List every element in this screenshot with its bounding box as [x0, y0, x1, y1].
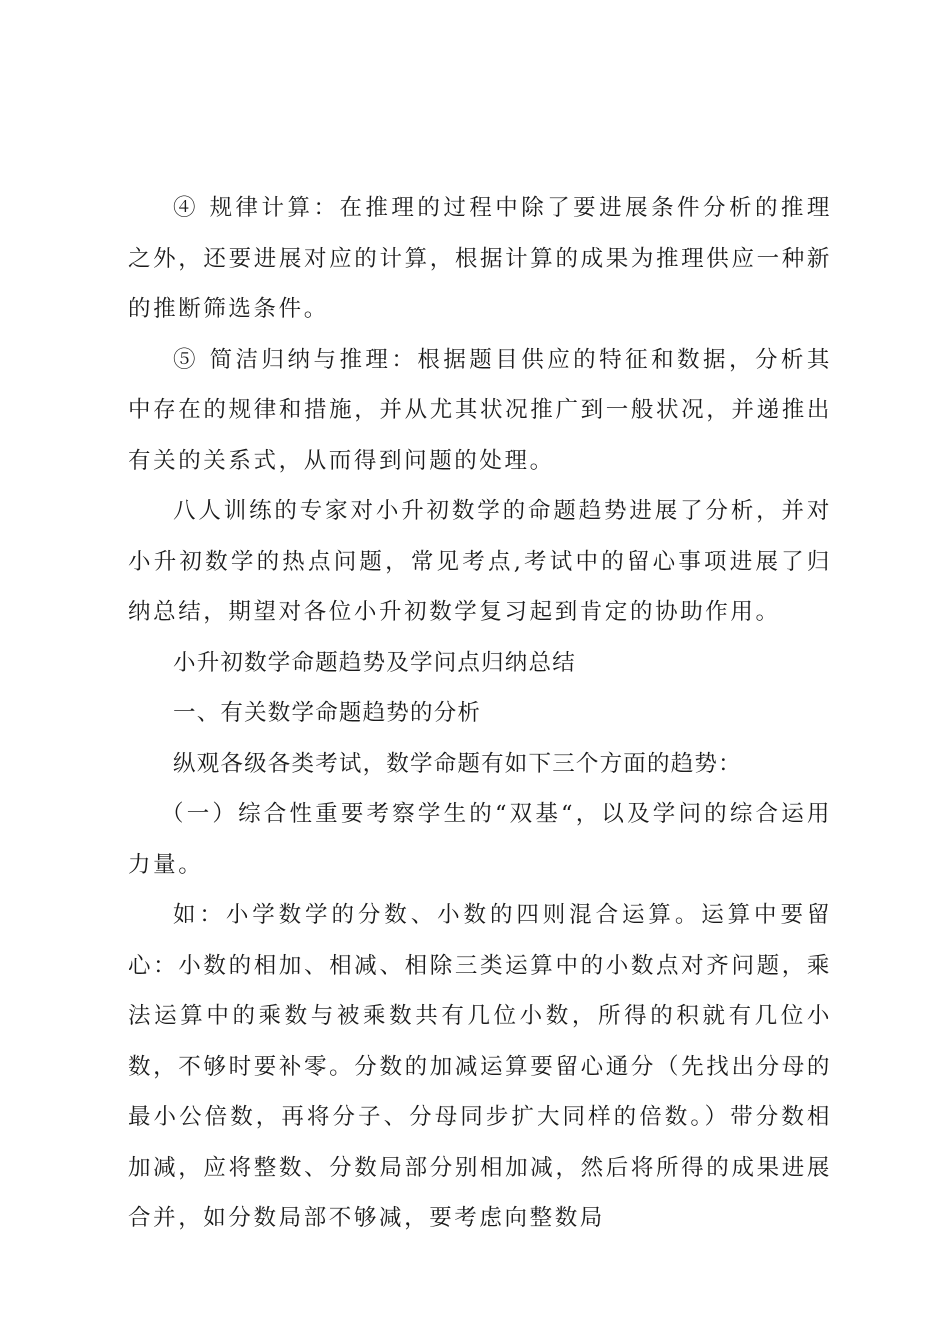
paragraph-expert-analysis: 八人训练的专家对小升初数学的命题趋势进展了分析，并对小升初数学的热点问题，常见考点,考试中的留心事项进展了归纳总结，期望对各位小升初数学复习起到肯定的协助作用。 [128, 498, 832, 625]
paragraph-example-operations: 如：小学数学的分数、小数的四则混合运算。运算中要留心：小数的相加、相减、相除三类运算中的小数点对齐问题，乘法运算中的乘数与被乘数共有几位小数，所得的积就有几位小数，不够时要补零。分数的加减运算要留心通分（先找出分母的最小公倍数，再将分子、分母同步扩大同样的倍数。）带分数相加减，应将整数、分数局部分别相加减，然后将所得的成果进展合并，如分数局部不够减，要考虑向整数局 [128, 902, 832, 1231]
document-body [128, 183, 832, 1244]
paragraph-comprehensive: （一）综合性重要考察学生的“双基“，以及学问的综合运用力量。 [128, 801, 832, 878]
paragraph-induction-reasoning: ⑤ 简洁归纳与推理：根据题目供应的特征和数据，分析其中存在的规律和措施，并从尤其状况推广到一般状况，并递推出有关的关系式，从而得到问题的处理。 [128, 346, 832, 474]
section-title: 小升初数学命题趋势及学问点归纳总结 [173, 649, 576, 676]
paragraph-rule-calculation: ④ 规律计算：在推理的过程中除了要进展条件分析的推理之外，还要进展对应的计算，根据计算的成果为推理供应一种新的推断筛选条件。 [128, 195, 832, 322]
section-heading-trend-analysis: 一、有关数学命题趋势的分析 [173, 700, 482, 726]
paragraph-trend-intro: 纵观各级各类考试，数学命题有如下三个方面的趋势： [173, 750, 742, 777]
